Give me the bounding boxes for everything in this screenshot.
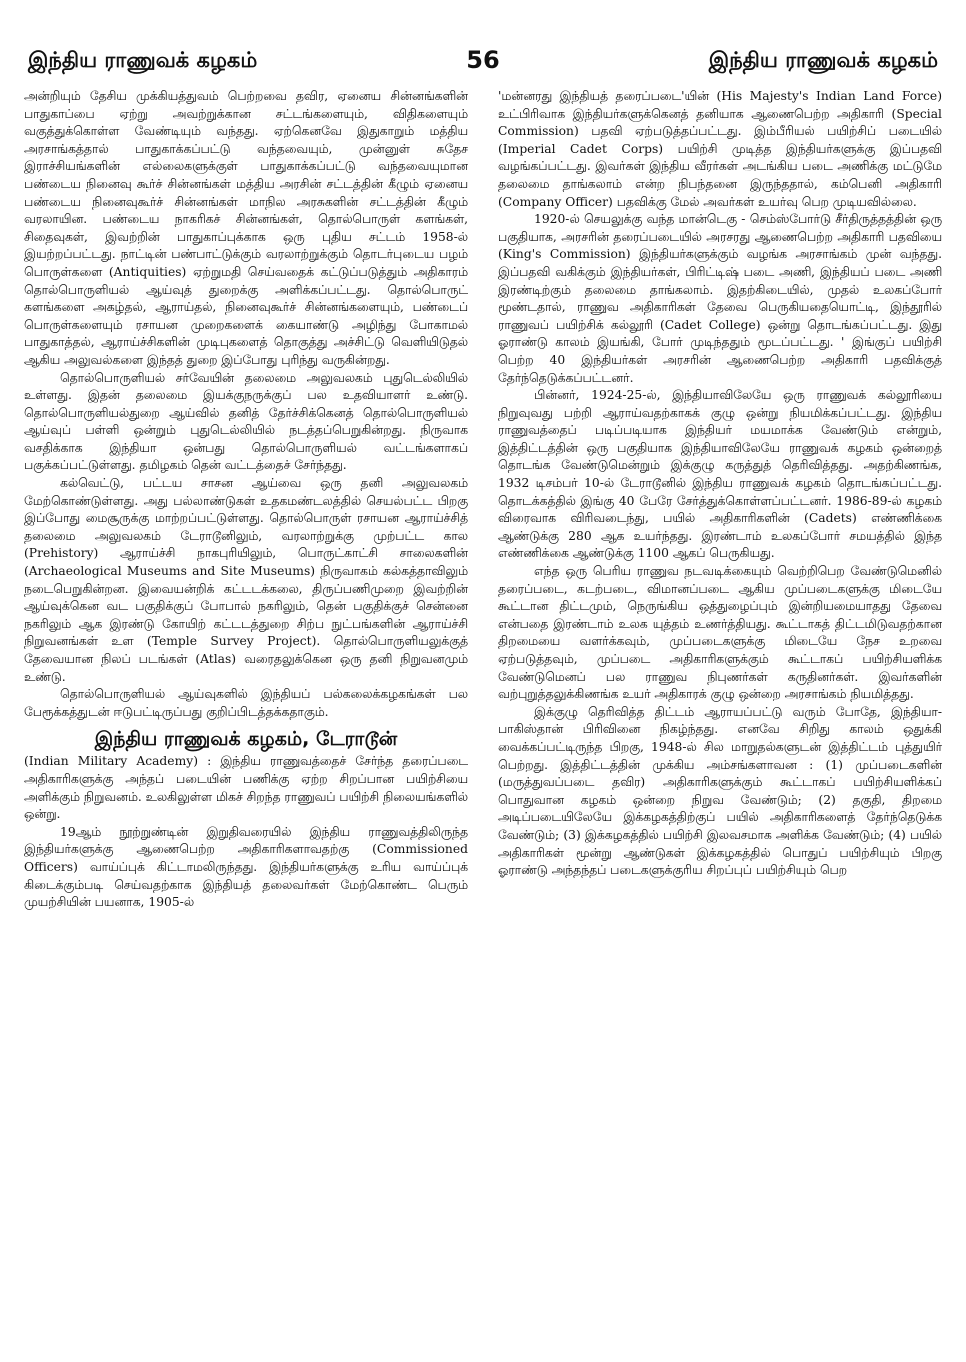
- paragraph: (Indian Military Academy) : இந்திய ராணுவத்தைச் சேர்ந்த தரைப்படை அதிகாரிகளுக்கு அந்தப் படையின் பணிக்கு ஏற்ற சிறப்பான பயிற்சியை அளிக்கும் நிறுவனம். உலகிலுள்ள மிகச் சிறந்த ராணுவப் பயிற்சி நிலையங்களில் ஒன்று.: [24, 754, 468, 822]
- paragraph: 1920-ல் செயலுக்கு வந்த மான்டெகு - செம்ஸ்போர்டு சீர்திருத்தத்தின் ஒரு பகுதியாக, அரசரின் தரைப்படையில் அரசரது ஆணைபெற்ற அதிகாரி பதவியை (King's Commission) இந்தியர்களுக்கும் வழங்க அரசாங்கம் முன் வந்தது. இப்பதவி வகிக்கும் இந்தியர்கள், பிரிட்டிஷ் படை அணி, இந்தியப் படை அணி இரண்டிற்கும் தலைமை தாங்கலாம். இதற்கிடையில், முதல் உலகப்போர் மூண்டதால், ராணுவ அதிகாரிகள் தேவை பெருகியதையொட்டி, இந்தூரில் ராணுவப் பயிற்சிக் கல்லூரி (Cadet College) ஒன்று தொடங்கப்பட்டது. இது ஓராண்டு காலம் இயங்கி, போர் முடிந்ததும் மூடப்பட்டது. ' இங்குப் பயிற்சி பெற்ற 40 இந்தியர்கள் அரசரின் ஆணைபெற்ற அதிகாரி பதவிக்குத் தேர்ந்தெடுக்கப்பட்டனர்.: [498, 212, 942, 385]
- paragraph: எந்த ஒரு பெரிய ராணுவ நடவடிக்கையும் வெற்றிபெற வேண்டுமெனில் தரைப்படை, கடற்படை, விமானப்படை ஆகிய முப்படைகளுக்கு மிடையே கூட்டான திட்டமும், நெருங்கிய ஒத்துழைப்பும் இன்றியமையாதது தேவை என்பதை இரண்டாம் உலக யுத்தம் உணர்த்தியது. கூட்டாகத் திட்டமிடுவதற்கான திறமையை வளர்க்கவும், முப்படைகளுக்கு மிடையே நேச உறவை ஏற்படுத்தவும், முப்படை அதிகாரிகளுக்கும் கூட்டாகப் பயிற்சியளிக்க வேண்டுமெனப் பல ராணுவ நிபுணர்கள் கருதினர்கள். இவர்களின் வற்புறுத்தலுக்கிணங்க உயர் அதிகாரக் குழு ஒன்றை அரசாங்கம் நியமித்தது.: [498, 564, 942, 702]
- paragraph: 'மன்னரது இந்தியத் தரைப்படை'யின் (His Majesty's Indian Land Force) உட்பிரிவாக இந்தியர்களுக்கெனத் தனியாக ஆணைபெற்ற அதிகாரி (Special Commission) பதவி ஏற்படுத்தப்பட்டது. இம்பீரியல் பயிற்சிப் படையில் (Imperial Cadet Corps) பயிற்சி முடித்த இந்தியர்களுக்கு இப்பதவி வழங்கப்பட்டது. இவர்கள் இந்திய வீரர்கள் அடங்கிய படை அணிக்கு மட்டுமே தலைமை தாங்கலாம் என்ற நிபந்தனை இருந்ததால், கம்பெனி அதிகாரி (Company Officer) பதவிக்கு மேல் அவர்கள் உயர்வு பெற முடியவில்லை.: [498, 89, 942, 209]
- running-title-right: இந்திய ராணுவக் கழகம்: [708, 48, 938, 72]
- page-header: [28, 40, 938, 80]
- paragraph: பின்னர், 1924-25-ல், இந்தியாவிலேயே ஒரு ராணுவக் கல்லூரியை நிறுவுவது பற்றி ஆராய்வதற்காகக் குழு ஒன்று நியமிக்கப்பட்டது. இந்திய ராணுவத்தைப் படிப்படியாக இந்தியர் மயமாக்க வேண்டும் என்றும், இத்திட்டத்தின் ஒரு பகுதியாக இந்தியாவிலேயே ராணுவக் கழகம் ஒன்றைத் தொடங்க வேண்டுமென்றும் இக்குழு கருத்துத் தெரிவித்தது. அதற்கிணங்க, 1932 டிசம்பர் 10-ல் டேராடூனில் இந்திய ராணுவக் கழகம் தொடங்கப்பட்டது. தொடக்கத்தில் இங்கு 40 பேரே சேர்த்துக்கொள்ளப்பட்டனர். 1986-89-ல் கழகம் விரைவாக விரிவடைந்து, பயில் அதிகாரிகளின் (Cadets) எண்ணிக்கை ஆண்டுக்கு 280 ஆக உயர்ந்தது. இரண்டாம் உலகப்போர் சமயத்தில் இந்த எண்ணிக்கை ஆண்டுக்கு 1100 ஆகப் பெருகியது.: [498, 388, 942, 561]
- paragraph: அன்றியும் தேசிய முக்கியத்துவம் பெற்றவை தவிர, ஏனைய சின்னங்களின் பாதுகாப்பை ஏற்று அவற்றுக்கான சட்டங்களையும், விதிகளையும் வகுத்துக்கொள்ள வேண்டியும் வந்தது. ஏற்கெனவே இதுகாறும் மத்திய அரசாங்கத்தால் பாதுகாக்கப்பட்டு வந்தவையும், முன்னுள் சுதேச இராச்சியங்களின் எல்லைகளுக்குள் பாதுகாக்கப்பட்டு வந்தவையுமான பண்டைய நினைவு கூர்ச் சின்னங்கள் மத்திய அரசின் சட்டத்தின் கீழும் ஏனைய பண்டைய நினைவுகூர்ச் சின்னங்கள் மாநில அரசுகளின் சட்டத்தின் கீழும் வரலாயின. பண்டைய நாகரிகச் சின்னங்கள், தொல்பொருள் களங்கள், சிதைவுகள், இவற்றின் பாதுகாப்புக்காக ஒரு புதிய சட்டம் 1958-ல் இயற்றப்பட்டது. நாட்டின் பண்பாட்டுக்கும் வரலாற்றுக்கும் தொடர்புடைய பழம் பொருள்களை (Antiquities) ஏற்றுமதி செய்வதைக் கட்டுப்படுத்தும் அதிகாரம் தொல்பொருளியல் ஆய்வுத் துறைக்கு அளிக்கப்பட்டது. தொல்பொருட் களங்களை அகழ்தல், ஆராய்தல், நினைவுகூர்ச் சின்னங்களையும், பண்டைப் பொருள்களையும் ரசாயன முறைகளைக் கையாண்டு அழிந்து போகாமல் பாதுகாத்தல், ஆராய்ச்சிகளின் முடிபுகளைத் தொகுத்து அச்சிட்டு வெளியிடுதல் ஆகிய அலுவல்களை இந்தத் துறை இப்போது புரிந்து வருகின்றது.: [24, 89, 468, 367]
- section-heading: இந்திய ராணுவக் கழகம், டேராடூன்: [94, 728, 398, 751]
- left-column: [24, 88, 468, 1350]
- paragraph: தொல்பொருளியல் சர்வேயின் தலைமை அலுவலகம் புதுடெல்லியில் உள்ளது. இதன் தலைமை இயக்குநருக்குப் பல உதவியாளர் உண்டு. தொல்பொருளியல்துறை ஆய்வில் தனித் தேர்ச்சிக்கெனத் தொல்பொருளியல் ஆய்வுப் பள்ளி ஒன்றும் புதுடெல்லியில் நடத்தப்பெறுகின்றது. நிருவாக வசதிக்காக இந்தியா ஒன்பது தொல்பொருளியல் வட்டங்களாகப் பகுக்கப்பட்டுள்ளது. தமிழகம் தென் வட்டத்தைச் சேர்ந்தது.: [24, 370, 468, 473]
- page-number: 56: [466, 46, 500, 74]
- page-body: [24, 88, 942, 1350]
- paragraph: தொல்பொருளியல் ஆய்வுகளில் இந்தியப் பல்கலைக்கழகங்கள் பல பேரூக்கத்துடன் ஈடுபட்டிருப்பது குறிப்பிடத்தக்கதாகும்.: [24, 687, 468, 719]
- running-title-left: இந்திய ராணுவக் கழகம்: [28, 48, 258, 72]
- paragraph: இக்குழு தெரிவித்த திட்டம் ஆராயப்பட்டு வரும் போதே, இந்தியா-பாகிஸ்தான் பிரிவினை நிகழ்ந்தது. எனவே சிறிது காலம் ஒதுக்கி வைக்கப்பட்டிருந்த பிறகு, 1948-ல் சில மாறுதல்களுடன் இத்திட்டம் புத்துயிர் பெற்றது. இத்திட்டத்தின் முக்கிய அம்சங்களாவன : (1) முப்படைகளின் (மருத்துவப்படை தவிர) அதிகாரிகளுக்கும் கூட்டாகப் பயிற்சியளிக்கப் பொதுவான கழகம் ஒன்றை நிறுவ வேண்டும்; (2) தகுதி, திறமை அடிப்படையிலேயே இக்கழகத்திற்குப் பயில் அதிகாரிகளைத் தேர்ந்தெடுக்க வேண்டும்; (3) இக்கழகத்தில் பயிற்சி இலவசமாக அளிக்க வேண்டும்; (4) பயில் அதிகாரிகள் மூன்று ஆண்டுகள் இக்கழகத்தில் பொதுப் பயிற்சியும் பிறகு ஓராண்டு அந்தந்தப் படைகளுக்குரிய சிறப்புப் பயிற்சியும் பெற: [498, 704, 942, 878]
- paragraph: 19ஆம் நூற்றுண்டின் இறுதிவரையில் இந்திய ராணுவத்திலிருந்த இந்தியர்களுக்கு ஆணைபெற்ற அதிகாரிகளாவதற்கு (Commissioned Officers) வாய்ப்புக் கிட்டாமலிருந்தது. இந்தியர்களுக்கு உரிய வாய்ப்புக் கிடைக்கும்படி செய்வதற்காக இந்தியத் தலைவர்கள் மேற்கொண்ட பெரும் முயற்சியின் பயனாக, 1905-ல்: [24, 824, 468, 910]
- right-column: [498, 88, 942, 1350]
- paragraph: கல்வெட்டு, பட்டய சாசன ஆய்வை ஒரு தனி அலுவலகம் மேற்கொண்டுள்ளது. அது பல்லாண்டுகள் உதகமண்டலத்தில் செயல்பட்ட பிறகு இப்போது மைசூருக்கு மாற்றப்பட்டுள்ளது. தொல்பொருள் ரசாயன ஆராய்ச்சித் தலைமை அலுவலகம் டேராடூனிலும், வரலாற்றுக்கு முற்பட்ட கால (Prehistory) ஆராய்ச்சி நாகபுரியிலும், பொருட்காட்சி சாலைகளின் (Archaeological Museums and Site Museums) நிருவாகம் கல்கத்தாவிலும் நடைபெறுகின்றன. இவையன்றிக் கட்டடக்கலை, திருப்பணிமுறை இவற்றின் ஆய்வுக்கென வட பகுதிக்குப் போபால் நகரிலும், தென் பகுதிக்குச் சென்னை நகரிலும் ஆக இரண்டு கோயிற் கட்டடத்துறை சிற்ப நுட்பங்களின் ஆராய்ச்சி நிறுவனங்கள் உள (Temple Survey Project). தொல்பொருளியலுக்குத் தேவையான நிலப் படங்கள் (Atlas) வரைதலுக்கென ஒரு தனி நிறுவனமும் உண்டு.: [24, 476, 468, 684]
